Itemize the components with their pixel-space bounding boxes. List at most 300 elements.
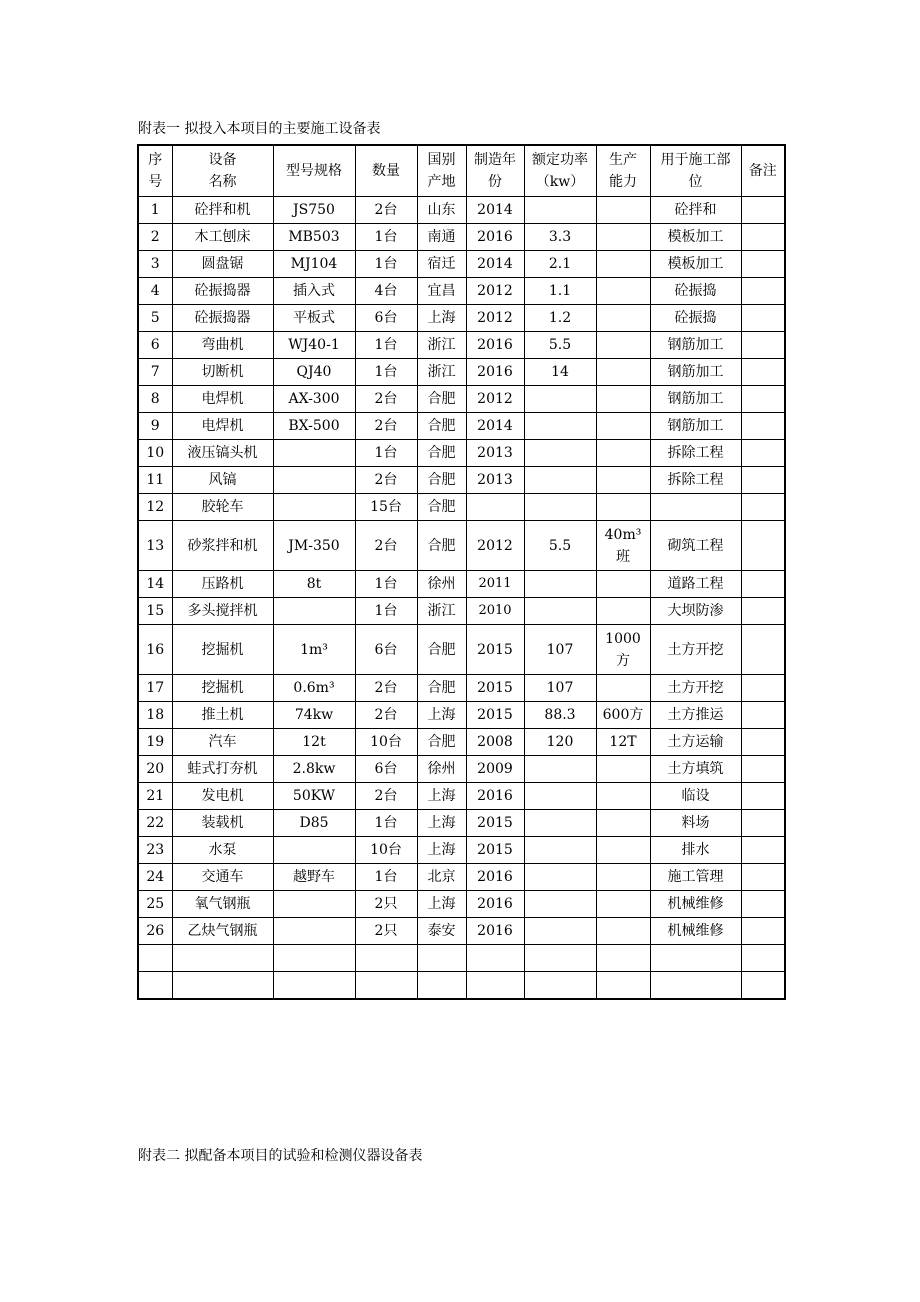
cell-name: 发电机 (172, 783, 273, 810)
header-name-line2: 名称 (208, 174, 237, 190)
cell-year (466, 972, 524, 999)
cell-model (273, 891, 355, 918)
cell-no: 1 (138, 197, 172, 224)
table-row (138, 675, 785, 702)
cell-no: 9 (138, 413, 172, 440)
table-row (138, 891, 785, 918)
cell-no: 8 (138, 386, 172, 413)
table-body (138, 197, 785, 999)
cell-name: 水泵 (172, 837, 273, 864)
cell-model: 12t (273, 729, 355, 756)
cell-capacity (596, 891, 650, 918)
cell-qty: 2台 (355, 702, 417, 729)
cell-power (524, 467, 596, 494)
header-model-line1: 型号规格 (286, 163, 342, 179)
cell-origin: 合肥 (417, 494, 466, 521)
cell-model (273, 467, 355, 494)
cell-year: 2014 (466, 413, 524, 440)
table-row (138, 756, 785, 783)
cell-year: 2016 (466, 891, 524, 918)
cell-name: 风镐 (172, 467, 273, 494)
header-power-line2: （kw） (535, 174, 585, 190)
cell-note (741, 413, 785, 440)
cell-origin: 合肥 (417, 521, 466, 571)
cell-name: 汽车 (172, 729, 273, 756)
header-no-line2: 号 (148, 174, 163, 190)
table-row (138, 278, 785, 305)
header-capacity-line2: 能力 (609, 174, 637, 190)
cell-power (524, 571, 596, 598)
cell-power: 5.5 (524, 332, 596, 359)
table-row (138, 945, 785, 972)
cell-power: 14 (524, 359, 596, 386)
cell-model: 74kw (273, 702, 355, 729)
table-row (138, 251, 785, 278)
cell-capacity (596, 197, 650, 224)
cell-name: 挖掘机 (172, 625, 273, 675)
cell-model: 8t (273, 571, 355, 598)
cell-origin: 合肥 (417, 386, 466, 413)
table-row (138, 197, 785, 224)
cell-note (741, 837, 785, 864)
cell-origin (417, 945, 466, 972)
table-row (138, 810, 785, 837)
header-name (172, 145, 273, 197)
cell-use: 拆除工程 (650, 440, 741, 467)
table-row (138, 467, 785, 494)
table-row (138, 972, 785, 999)
cell-year: 2012 (466, 386, 524, 413)
table-row (138, 224, 785, 251)
cell-model: 0.6m³ (273, 675, 355, 702)
header-name-line1: 设备 (208, 152, 237, 168)
cell-model: 2.8kw (273, 756, 355, 783)
header-year-line1: 制造年 (474, 152, 516, 168)
header-use-line2: 位 (688, 174, 703, 190)
header-origin-line1: 国别 (427, 152, 456, 168)
table2-caption: 附表二 拟配备本项目的试验和检测仪器设备表 (138, 1148, 423, 1164)
cell-power: 107 (524, 625, 596, 675)
header-no-line1: 序 (148, 152, 163, 168)
cell-qty: 2台 (355, 783, 417, 810)
cell-name: 木工刨床 (172, 224, 273, 251)
cell-year: 2012 (466, 305, 524, 332)
cell-capacity (596, 675, 650, 702)
cell-model: 插入式 (273, 278, 355, 305)
cell-note (741, 332, 785, 359)
cell-use (650, 494, 741, 521)
cell-use: 排水 (650, 837, 741, 864)
cell-year: 2015 (466, 837, 524, 864)
cell-power: 88.3 (524, 702, 596, 729)
cell-note (741, 305, 785, 332)
cell-no: 15 (138, 598, 172, 625)
header-power (524, 145, 596, 197)
cell-power (524, 756, 596, 783)
cell-use: 土方填筑 (650, 756, 741, 783)
header-origin-line2: 产地 (427, 174, 456, 190)
cell-name: 切断机 (172, 359, 273, 386)
cell-name: 交通车 (172, 864, 273, 891)
cell-note (741, 810, 785, 837)
table1-caption: 附表一 拟投入本项目的主要施工设备表 (138, 121, 381, 137)
cell-capacity (596, 918, 650, 945)
cell-model (273, 494, 355, 521)
cell-qty: 2只 (355, 918, 417, 945)
cell-year: 2016 (466, 359, 524, 386)
cell-origin: 合肥 (417, 440, 466, 467)
cell-use: 模板加工 (650, 251, 741, 278)
cell-origin: 徐州 (417, 571, 466, 598)
table-row (138, 440, 785, 467)
cell-note (741, 625, 785, 675)
cell-note (741, 945, 785, 972)
cell-capacity (596, 359, 650, 386)
cell-name: 圆盘锯 (172, 251, 273, 278)
cell-model (273, 440, 355, 467)
cell-capacity: 40m³ 班 (596, 521, 650, 571)
cell-year: 2013 (466, 467, 524, 494)
cell-no: 13 (138, 521, 172, 571)
cell-name: 装载机 (172, 810, 273, 837)
cell-model: 50KW (273, 783, 355, 810)
table-row (138, 702, 785, 729)
cell-no: 11 (138, 467, 172, 494)
header-use-line1: 用于施工部 (660, 152, 731, 168)
cell-qty: 2台 (355, 521, 417, 571)
cell-note (741, 598, 785, 625)
cell-note (741, 494, 785, 521)
cell-use: 机械维修 (650, 891, 741, 918)
cell-no: 16 (138, 625, 172, 675)
table-row (138, 305, 785, 332)
cell-name: 液压镐头机 (172, 440, 273, 467)
cell-origin: 上海 (417, 837, 466, 864)
cell-origin: 南通 (417, 224, 466, 251)
cell-power (524, 837, 596, 864)
cell-power: 107 (524, 675, 596, 702)
cell-qty: 2台 (355, 197, 417, 224)
cell-origin: 合肥 (417, 729, 466, 756)
cell-no: 14 (138, 571, 172, 598)
cell-name: 砼拌和机 (172, 197, 273, 224)
cell-year: 2015 (466, 625, 524, 675)
cell-qty: 2只 (355, 891, 417, 918)
cell-qty (355, 972, 417, 999)
header-year-line2: 份 (488, 174, 502, 190)
cell-model (273, 598, 355, 625)
cell-capacity (596, 972, 650, 999)
cell-model: 平板式 (273, 305, 355, 332)
cell-note (741, 278, 785, 305)
table-row (138, 359, 785, 386)
cell-use: 钢筋加工 (650, 332, 741, 359)
cell-power (524, 945, 596, 972)
cell-no: 2 (138, 224, 172, 251)
cell-qty: 1台 (355, 359, 417, 386)
table-row (138, 386, 785, 413)
cell-qty: 1台 (355, 810, 417, 837)
cell-no: 10 (138, 440, 172, 467)
cell-origin: 泰安 (417, 918, 466, 945)
cell-use: 土方运输 (650, 729, 741, 756)
cell-note (741, 386, 785, 413)
cell-qty: 10台 (355, 837, 417, 864)
equipment-table (137, 144, 786, 1000)
cell-use: 施工管理 (650, 864, 741, 891)
cell-no: 12 (138, 494, 172, 521)
cell-use (650, 945, 741, 972)
cell-capacity (596, 837, 650, 864)
cell-qty: 10台 (355, 729, 417, 756)
cell-qty: 1台 (355, 251, 417, 278)
cell-no: 18 (138, 702, 172, 729)
header-qty (355, 145, 417, 197)
cell-model: JS750 (273, 197, 355, 224)
header-origin (417, 145, 466, 197)
table-row (138, 783, 785, 810)
cell-use: 砼振捣 (650, 278, 741, 305)
cell-year: 2012 (466, 278, 524, 305)
cell-power: 120 (524, 729, 596, 756)
cell-name: 砂浆拌和机 (172, 521, 273, 571)
cell-power (524, 918, 596, 945)
table-row (138, 918, 785, 945)
cell-model: AX-300 (273, 386, 355, 413)
cell-capacity (596, 332, 650, 359)
cell-qty: 1台 (355, 440, 417, 467)
header-note (741, 145, 785, 197)
cell-no: 6 (138, 332, 172, 359)
cell-year: 2016 (466, 224, 524, 251)
cell-note (741, 467, 785, 494)
cell-capacity (596, 413, 650, 440)
cell-use: 模板加工 (650, 224, 741, 251)
cell-model (273, 945, 355, 972)
cell-name: 压路机 (172, 571, 273, 598)
cell-capacity (596, 756, 650, 783)
cell-note (741, 251, 785, 278)
cell-capacity (596, 467, 650, 494)
cell-origin: 上海 (417, 702, 466, 729)
cell-model: 1m³ (273, 625, 355, 675)
cell-note (741, 359, 785, 386)
cell-no (138, 972, 172, 999)
cell-note (741, 675, 785, 702)
cell-note (741, 918, 785, 945)
cell-no: 21 (138, 783, 172, 810)
cell-no: 19 (138, 729, 172, 756)
cell-use: 临设 (650, 783, 741, 810)
cell-name: 砼振捣器 (172, 305, 273, 332)
cell-year: 2014 (466, 197, 524, 224)
cell-year: 2012 (466, 521, 524, 571)
cell-power (524, 864, 596, 891)
cell-name: 挖掘机 (172, 675, 273, 702)
cell-use (650, 972, 741, 999)
cell-power: 5.5 (524, 521, 596, 571)
cell-model: WJ40-1 (273, 332, 355, 359)
cell-year: 2014 (466, 251, 524, 278)
cell-qty (355, 945, 417, 972)
cell-name: 胶轮车 (172, 494, 273, 521)
cell-name: 推土机 (172, 702, 273, 729)
cell-capacity (596, 598, 650, 625)
cell-no: 23 (138, 837, 172, 864)
cell-use: 料场 (650, 810, 741, 837)
cell-capacity: 12T (596, 729, 650, 756)
cell-origin: 北京 (417, 864, 466, 891)
cell-note (741, 783, 785, 810)
cell-use: 砼拌和 (650, 197, 741, 224)
table-row (138, 571, 785, 598)
table-row (138, 864, 785, 891)
cell-power (524, 891, 596, 918)
cell-power (524, 197, 596, 224)
cell-use: 砌筑工程 (650, 521, 741, 571)
cell-origin: 上海 (417, 891, 466, 918)
cell-note (741, 197, 785, 224)
cell-name: 电焊机 (172, 386, 273, 413)
cell-note (741, 702, 785, 729)
cell-power: 1.2 (524, 305, 596, 332)
table-row (138, 494, 785, 521)
cell-qty: 2台 (355, 467, 417, 494)
cell-qty: 4台 (355, 278, 417, 305)
cell-power (524, 440, 596, 467)
cell-no: 26 (138, 918, 172, 945)
cell-no: 20 (138, 756, 172, 783)
cell-origin: 合肥 (417, 675, 466, 702)
cell-year: 2016 (466, 864, 524, 891)
cell-model: 越野车 (273, 864, 355, 891)
cell-capacity (596, 494, 650, 521)
cell-model: D85 (273, 810, 355, 837)
cell-power (524, 972, 596, 999)
cell-use: 砼振捣 (650, 305, 741, 332)
cell-name: 电焊机 (172, 413, 273, 440)
cell-note (741, 224, 785, 251)
cell-capacity: 600方 (596, 702, 650, 729)
cell-note (741, 891, 785, 918)
cell-power (524, 386, 596, 413)
cell-capacity (596, 440, 650, 467)
cell-name: 多头搅拌机 (172, 598, 273, 625)
cell-note (741, 729, 785, 756)
cell-capacity (596, 810, 650, 837)
cell-no (138, 945, 172, 972)
cell-note (741, 521, 785, 571)
header-capacity (596, 145, 650, 197)
cell-qty: 1台 (355, 571, 417, 598)
cell-qty: 6台 (355, 305, 417, 332)
cell-origin: 上海 (417, 810, 466, 837)
header-power-line1: 额定功率 (532, 152, 588, 168)
cell-year: 2013 (466, 440, 524, 467)
cell-year: 2015 (466, 810, 524, 837)
cell-capacity (596, 571, 650, 598)
table-row (138, 625, 785, 675)
cell-origin: 宜昌 (417, 278, 466, 305)
cell-no: 5 (138, 305, 172, 332)
cell-name: 弯曲机 (172, 332, 273, 359)
cell-use: 土方开挖 (650, 675, 741, 702)
cell-year: 2010 (466, 598, 524, 625)
cell-power (524, 783, 596, 810)
cell-use: 机械维修 (650, 918, 741, 945)
cell-use: 大坝防渗 (650, 598, 741, 625)
cell-year: 2015 (466, 702, 524, 729)
table-row (138, 729, 785, 756)
header-note-line1: 备注 (748, 163, 777, 179)
cell-no: 7 (138, 359, 172, 386)
table-row (138, 332, 785, 359)
cell-use: 土方开挖 (650, 625, 741, 675)
cell-note (741, 972, 785, 999)
cell-origin: 山东 (417, 197, 466, 224)
cell-no: 3 (138, 251, 172, 278)
header-model (273, 145, 355, 197)
cell-model (273, 837, 355, 864)
cell-power: 3.3 (524, 224, 596, 251)
cell-qty: 1台 (355, 332, 417, 359)
cell-name (172, 945, 273, 972)
cell-name (172, 972, 273, 999)
cell-use: 钢筋加工 (650, 386, 741, 413)
header-use (650, 145, 741, 197)
cell-qty: 2台 (355, 675, 417, 702)
cell-model (273, 972, 355, 999)
cell-model: BX-500 (273, 413, 355, 440)
header-no (138, 145, 172, 197)
cell-no: 4 (138, 278, 172, 305)
cell-note (741, 864, 785, 891)
cell-origin: 上海 (417, 305, 466, 332)
cell-power (524, 494, 596, 521)
cell-qty: 1台 (355, 224, 417, 251)
cell-no: 25 (138, 891, 172, 918)
cell-capacity (596, 251, 650, 278)
cell-power: 1.1 (524, 278, 596, 305)
cell-year: 2008 (466, 729, 524, 756)
cell-no: 17 (138, 675, 172, 702)
cell-origin: 浙江 (417, 598, 466, 625)
table-row (138, 837, 785, 864)
cell-capacity (596, 305, 650, 332)
cell-origin: 浙江 (417, 359, 466, 386)
cell-use: 道路工程 (650, 571, 741, 598)
cell-qty: 15台 (355, 494, 417, 521)
cell-model: MB503 (273, 224, 355, 251)
cell-name: 乙炔气钢瓶 (172, 918, 273, 945)
cell-qty: 2台 (355, 413, 417, 440)
cell-year: 2011 (466, 571, 524, 598)
cell-model: QJ40 (273, 359, 355, 386)
table-row (138, 598, 785, 625)
cell-power: 2.1 (524, 251, 596, 278)
cell-origin: 合肥 (417, 625, 466, 675)
cell-capacity (596, 783, 650, 810)
cell-qty: 6台 (355, 756, 417, 783)
cell-power (524, 598, 596, 625)
cell-origin: 合肥 (417, 413, 466, 440)
header-capacity-line1: 生产 (609, 152, 637, 168)
cell-origin: 合肥 (417, 467, 466, 494)
cell-model: JM-350 (273, 521, 355, 571)
cell-use: 拆除工程 (650, 467, 741, 494)
cell-capacity (596, 386, 650, 413)
table-row (138, 413, 785, 440)
